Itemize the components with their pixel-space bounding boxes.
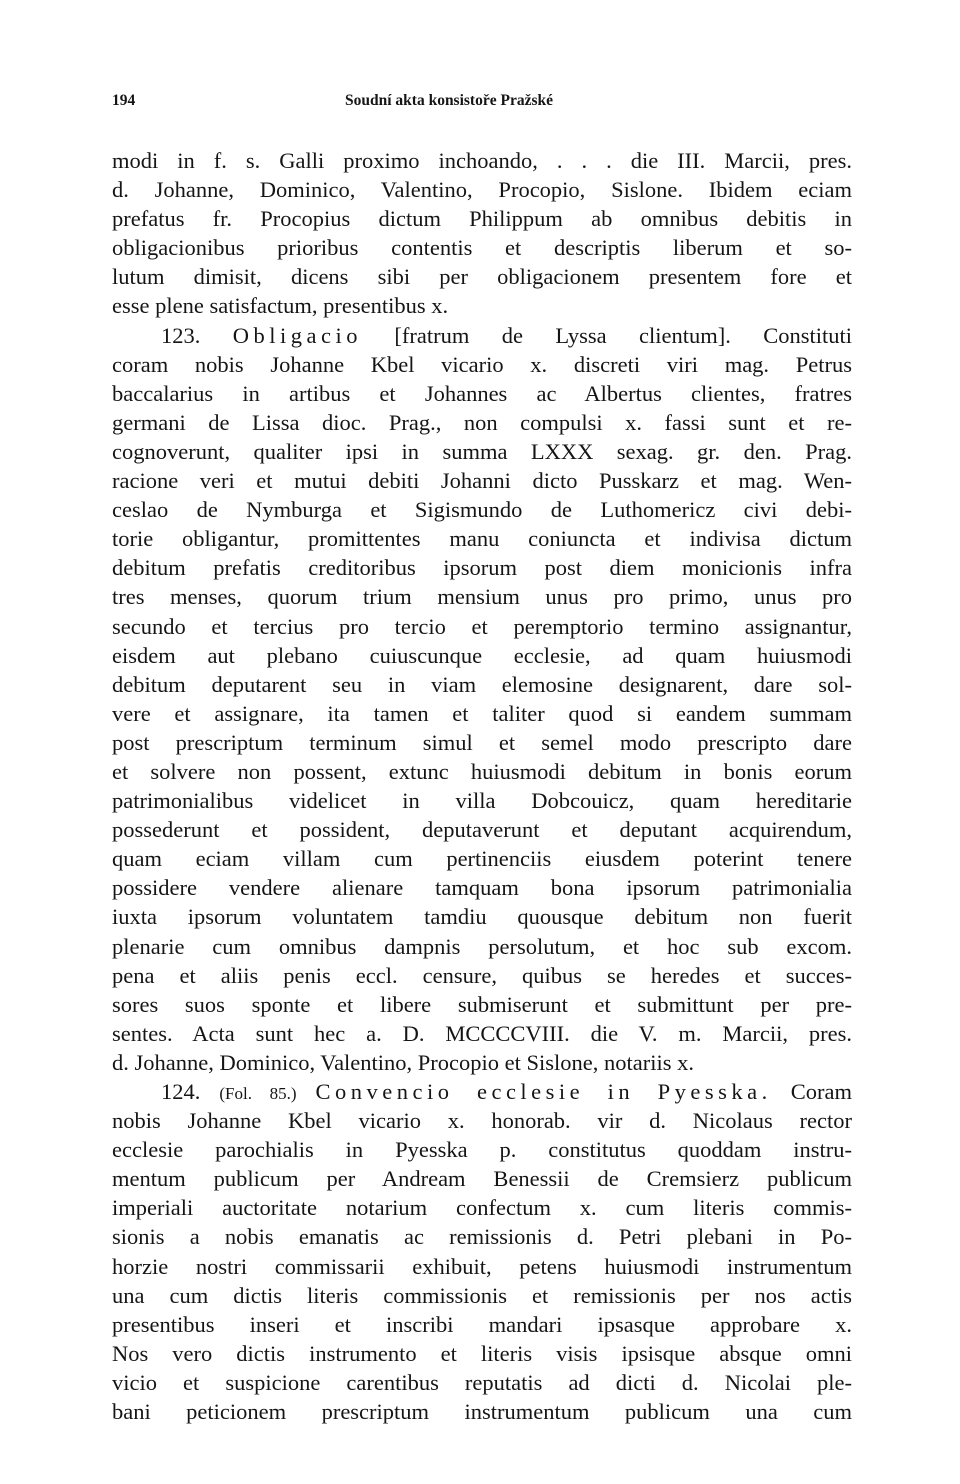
text-line: baccalarius in artibus et Johannes ac Albertus clientes, fratres [112, 380, 852, 406]
text-line: et solvere non possent, extunc huiusmodi debitum in bonis eorum [112, 758, 852, 784]
text-line: bani peticionem prescriptum instrumentum publicum una cum [112, 1399, 852, 1425]
text-line: imperiali auctoritate notarium confectum x. cum literis commis- [112, 1195, 852, 1221]
text-line: ceslao de Nymburga et Sigismundo de Luthomericz civi debi- [112, 497, 852, 523]
text-line: debitum deputarent seu in viam elemosine designarent, dare sol- [112, 671, 852, 697]
text-line: pena et aliis penis eccl. censure, quibus se heredes et succes- [112, 962, 852, 988]
text-line: eisdem aut plebano cuiuscunque ecclesie, ad quam huiusmodi [112, 642, 852, 668]
running-header [112, 92, 852, 116]
text-line [112, 1455, 852, 1484]
text-line: una cum dictis literis commissionis et remissionis per nos actis [112, 1282, 852, 1308]
text-line: secundo et tercius pro tercio et peremptorio termino assignantur, [112, 613, 852, 639]
entry-124-first-line [112, 1077, 852, 1106]
text-line: sionis a nobis emanatis ac remissionis d. Petri plebani in Po- [112, 1224, 852, 1250]
text-line: mentum publicum per Andream Benessii de Cremsierz publicum [112, 1166, 852, 1192]
text-line: post prescriptum terminum simul et semel modo prescripto dare [112, 729, 852, 755]
text-line: Nos vero dictis instrumento et literis visis ipsisque absque omni [112, 1340, 852, 1366]
text-line: d. Johanne, Dominico, Valentino, Procopio, Sislone. Ibidem eciam [112, 177, 852, 203]
text-line: debitum prefatis creditoribus ipsorum post diem monicionis infra [112, 555, 852, 581]
text-line: presentibus inseri et inscribi mandari ipsasque approbare x. [112, 1311, 852, 1337]
page-number: 194 [112, 92, 136, 109]
text-line: germani de Lissa dioc. Prag., non compulsi x. fassi sunt et re- [112, 409, 852, 435]
entry-heading: Convencio ecclesie in Pyesska. [315, 1079, 772, 1104]
text-line: d. Johanne, Dominico, Valentino, Procopio et Sislone, notariis x. [112, 1049, 695, 1075]
entry-number: 123. [161, 322, 201, 348]
text-line: racione veri et mutui debiti Johanni dicto Pusskarz et mag. Wen- [112, 468, 852, 494]
text-line: possederunt et possident, deputaverunt et deputant acquirendum, [112, 817, 852, 843]
text-line: quam eciam villam cum pertinenciis eiusdem poterint tenere [112, 846, 852, 872]
entry-number: 124. [161, 1079, 201, 1104]
text-line: torie obligantur, promittentes manu coniuncta et indivisa dictum [112, 526, 852, 552]
body-text [112, 146, 852, 1484]
entry-123-first-line [112, 321, 852, 350]
running-title: Soudní akta konsistoře Pražské [345, 92, 553, 109]
text-line: vicio et suspicione carentibus reputatis ad dicti d. Nicolai ple- [112, 1369, 852, 1395]
text-line: tres menses, quorum trium mensium unus pro primo, unus pro [112, 584, 852, 610]
text-line: ecclesie parochialis in Pyesska p. constitutus quoddam instru- [112, 1137, 852, 1163]
text-line: cognoverunt, qualiter ipsi in summa LXXX sexag. gr. den. Prag. [112, 438, 852, 464]
text-line: sentes. Acta sunt hec a. D. MCCCCVIII. die V. m. Marcii, pres. [112, 1020, 852, 1046]
text-line: lutum dimisit, dicens sibi per obligacionem presentem fore et [112, 264, 852, 290]
text-line: plenarie cum omnibus dampnis persolutum, et hoc sub excom. [112, 933, 852, 959]
text-line: prefatus fr. Procopius dictum Philippum ab omnibus debitis in [112, 206, 852, 232]
text-line: horzie nostri commissarii exhibuit, petens huiusmodi instrumentum [112, 1253, 852, 1279]
text-line: vere et assignare, ita tamen et taliter quod si eandem summam [112, 700, 852, 726]
text-line: sores suos sponte et libere submiserunt et submittunt per pre- [112, 991, 852, 1017]
text-line [112, 1426, 852, 1455]
text-line: modi in f. s. Galli proximo inchoando, . . . die III. Marcii, pres. [112, 148, 852, 173]
text-line: iuxta ipsorum voluntatem tamdiu quousque debitum non fuerit [112, 904, 852, 930]
text-line: obligacionibus prioribus contentis et descriptis liberum et so- [112, 235, 852, 261]
entry-heading: Obligacio [232, 322, 362, 348]
text-line: nobis Johanne Kbel vicario x. honorab. vir d. Nicolaus rector [112, 1108, 852, 1134]
entry-text: [fratrum de Lyssa clientum]. Constituti [394, 322, 852, 348]
entry-text: Coram [790, 1079, 853, 1104]
text-line: patrimonialibus videlicet in villa Dobcouicz, quam hereditarie [112, 788, 852, 814]
text-line: coram nobis Johanne Kbel vicario x. discreti viri mag. Petrus [112, 351, 852, 377]
text-line: possidere vendere alienare tamquam bona ipsorum patrimonialia [112, 875, 852, 901]
text-line: esse plene satisfactum, presentibus x. [112, 293, 449, 319]
folio-reference: (Fol. 85.) [219, 1084, 297, 1103]
